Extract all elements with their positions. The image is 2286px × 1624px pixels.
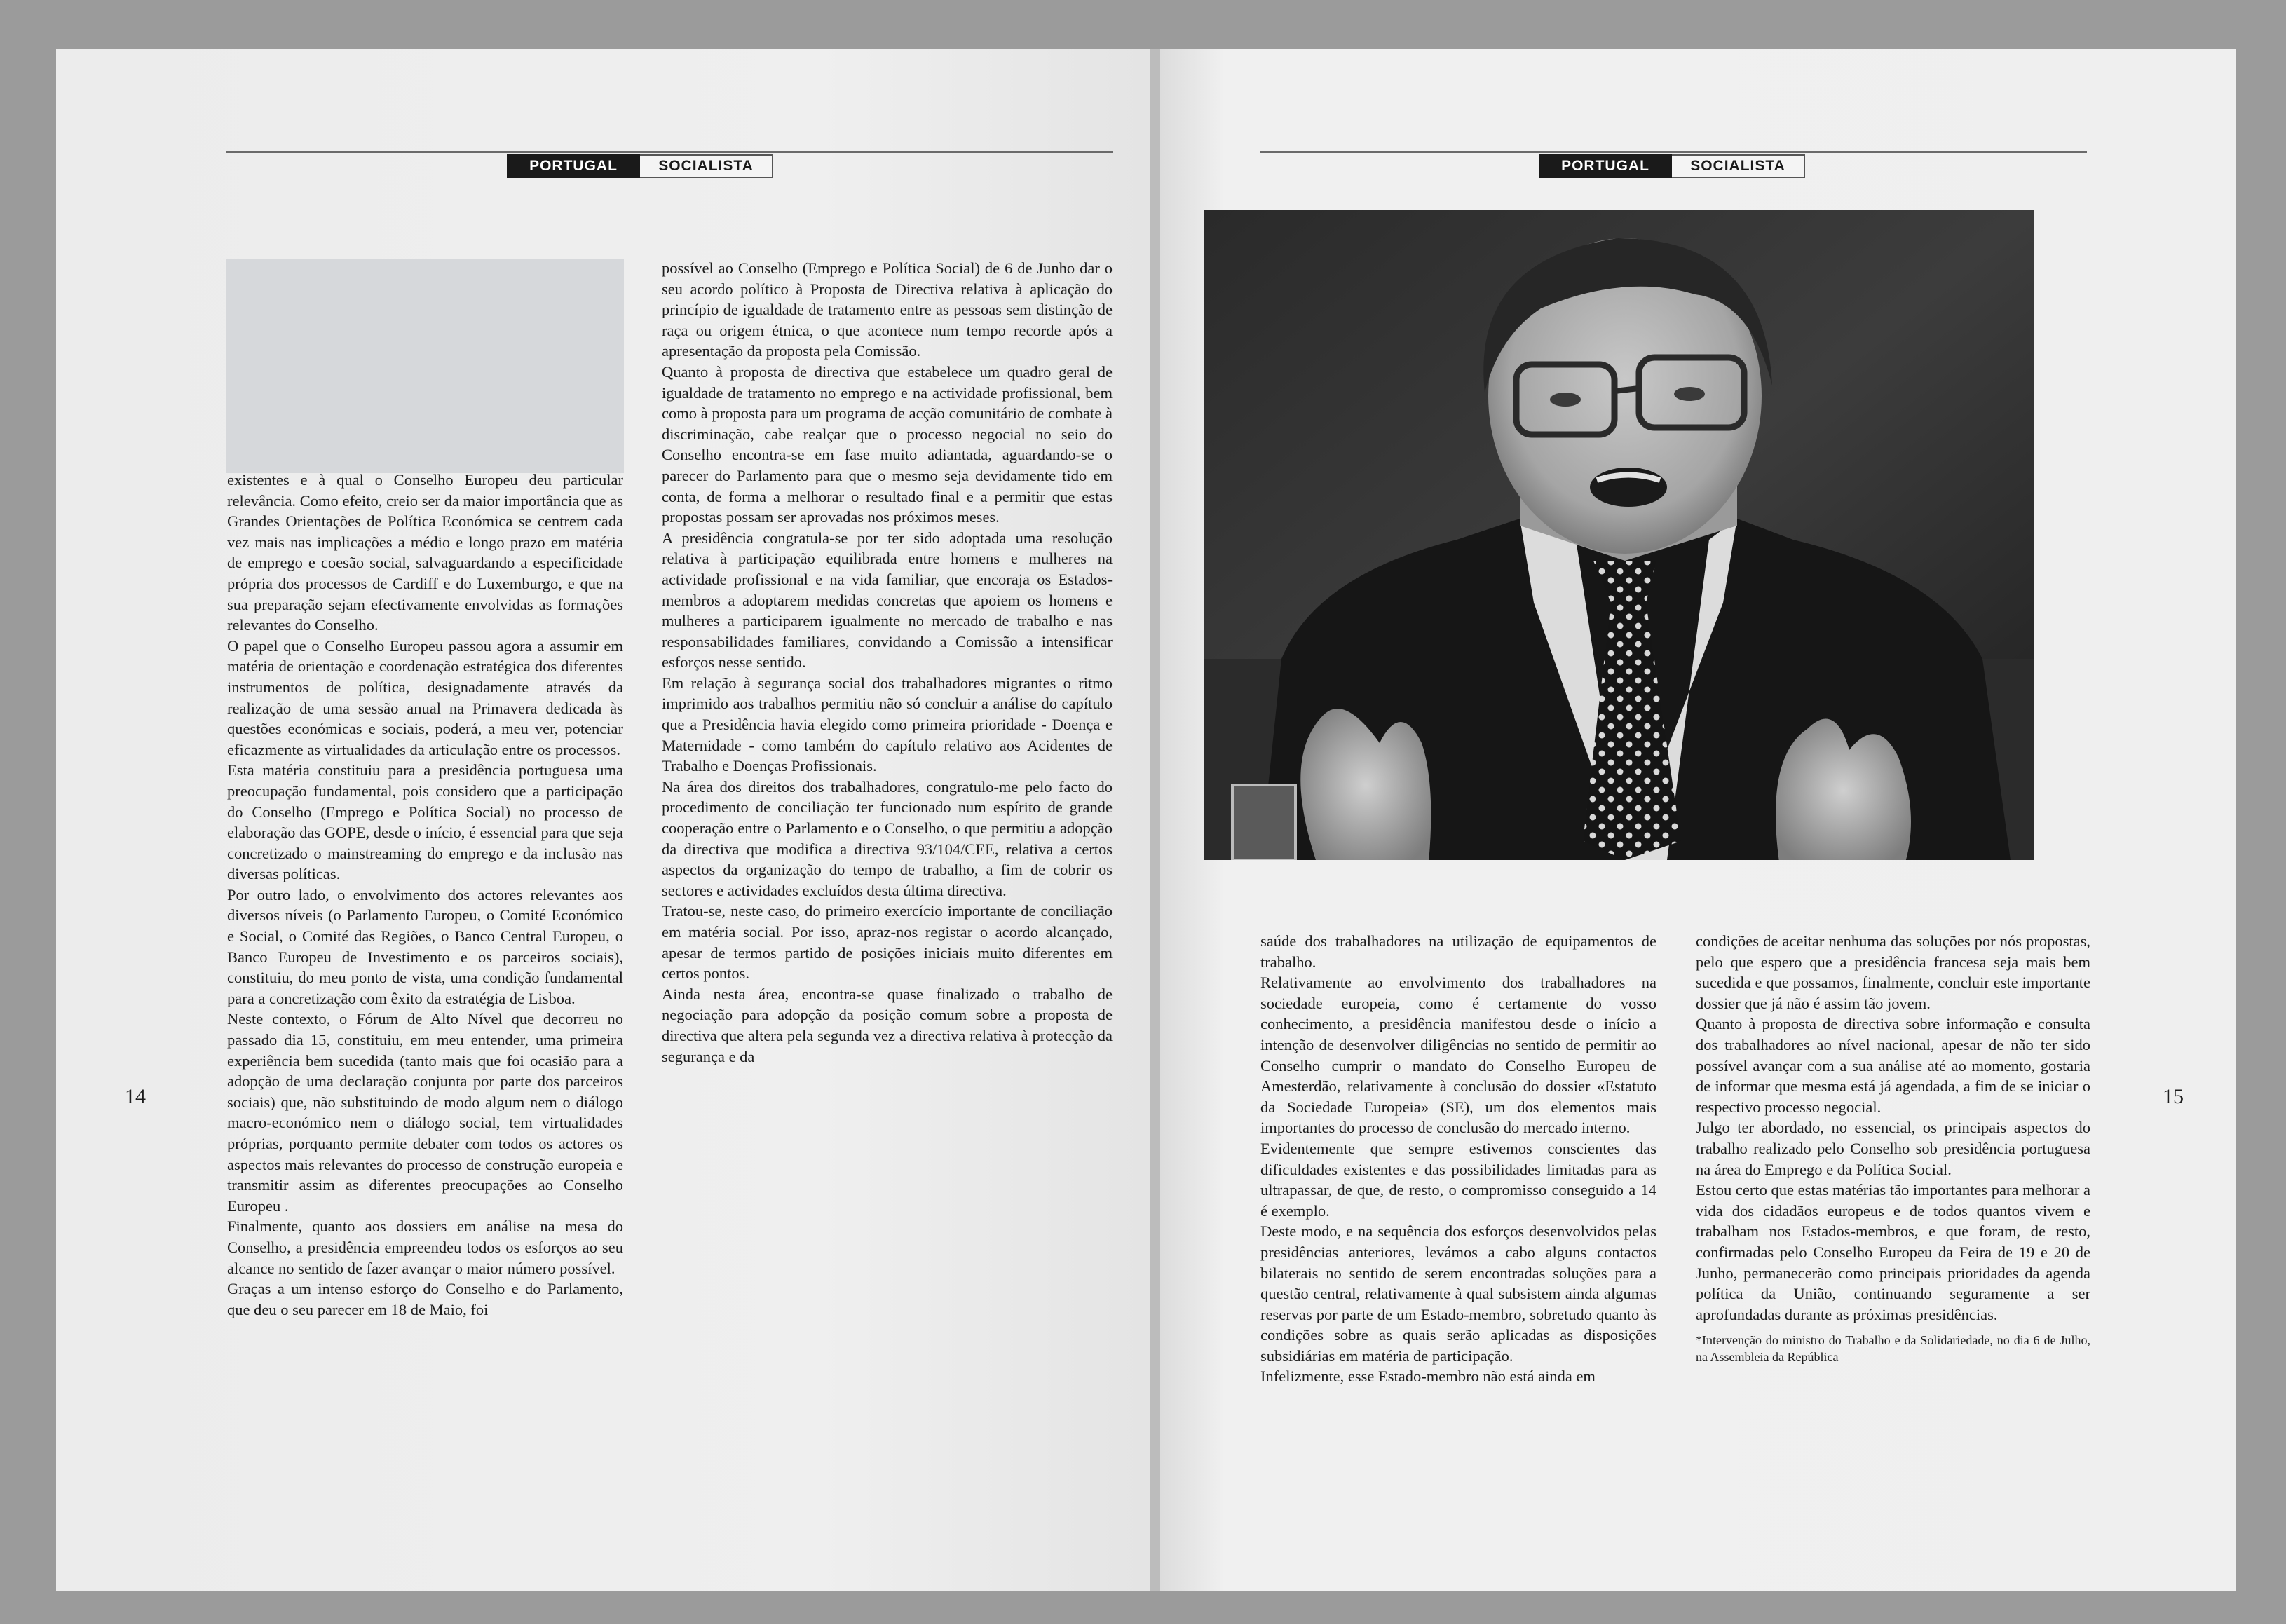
paragraph: Estou certo que estas matérias tão importantes para melhorar a vida dos cidadãos europeus e de todos quantos vivem e trabalham nos Estados-membros, e que foram, de resto, confirmadas pelo Conselho Europeu da Feira de 19 e 20 de Junho, permanecerão como principais prioridades da agenda política da União, continuando seguramente a ser aprofundadas durante as próximas presidências.	[1696, 1181, 2090, 1323]
paragraph: Deste modo, e na sequência dos esforços desenvolvidos pelas presidências anteriores, levámos a cabo alguns contactos bilaterais no sentido de serem encontradas soluções para a questão central, relativamente à qual subsistem ainda algumas reservas por parte de um Estado-membro, sobretudo quanto às condições sobre as quais serão aplicadas as disposições subsidiárias em matéria de participação.	[1260, 1222, 1656, 1365]
page-number-left: 14	[125, 1085, 146, 1108]
paragraph: Na área dos direitos dos trabalhadores, congratulo-me pelo facto do procedimento de conciliação ter funcionado num espírito de grande cooperação entre o Parlamento e o Conselho, o que permitiu a adopção da directiva que modifica a directiva 93/104/CEE, relativa a certos aspectos da organização do tempo de trabalho, a fim de cobrir os sectores e actividades excluídos desta última directiva.	[662, 777, 1113, 899]
paragraph: saúde dos trabalhadores na utilização de equipamentos de trabalho.	[1260, 932, 1656, 971]
paragraph: Tratou-se, neste caso, do primeiro exercício importante de conciliação em matéria social. Por isso, apraz-nos registar o acordo alcançado, apesar de termos partido de posições iniciais muito diferentes em certos pontos.	[662, 902, 1113, 983]
paragraph: Infelizmente, esse Estado-membro não está ainda em	[1260, 1367, 1596, 1386]
paragraph: possível ao Conselho (Emprego e Política Social) de 6 de Junho dar o seu acordo político à Proposta de Directiva relativa à aplicação do princípio de igualdade de tratamento entre as pessoas sem distinção de raça ou origem étnica, o que acontece num tempo recorde após a apresentação da proposta pela Comissão.	[662, 259, 1113, 360]
footnote: *Intervenção do ministro do Trabalho e da Solidariedade, no dia 6 de Julho, na Assembleia da República	[1696, 1333, 2090, 1365]
masthead-socialista: SOCIALISTA	[1672, 154, 1805, 178]
grey-image-placeholder	[226, 259, 624, 473]
paragraph: existentes e à qual o Conselho Europeu deu particular relevância. Como efeito, creio ser da maior importância que as Grandes Orientações de Política Económica se centrem cada vez mais nas implicações a médio e longo prazo em matéria de emprego e coesão social, salvaguardando a especificidade própria dos processos de Cardiff e do Luxemburgo, e que na sua preparação sejam efectivamente envolvidas as formações relevantes do Conselho.	[227, 471, 623, 634]
paragraph: Quanto à proposta de directiva que estabelece um quadro geral de igualdade de tratamento no emprego e na actividade profissional, bem como à proposta para um programa de acção comunitário de combate à discriminação, cabe realçar que o processo negocial no seio do Conselho encontra-se em fase muito adiantada, aguardando-se o parecer do Parlamento para que o mesmo seja devidamente tido em conta, de forma a melhorar o resultado final e a permitir que estas propostas possam ser aprovadas nos próximos meses.	[662, 362, 1113, 526]
water-glass	[1232, 785, 1295, 860]
paragraph: Quanto à proposta de directiva sobre informação e consulta dos trabalhadores ao nível nacional, apesar de não ter sido possível avançar com a sua análise até ao momento, gostaria de informar que mesma está já agendada, a fim de se iniciar o respectivo processo negocial.	[1696, 1015, 2090, 1116]
paragraph: Graças a um intenso esforço do Conselho e do Parlamento, que deu o seu parecer em 18 de Maio, foi	[227, 1280, 623, 1318]
paragraph: Esta matéria constituiu para a presidência portuguesa uma preocupação fundamental, pois considero que a participação do Conselho (Emprego e Política Social) no processo de elaboração das GOPE, desde o início, é essencial para que seja concretizado o mainstreaming do emprego e da inclusão nas diversas políticas.	[227, 761, 623, 883]
masthead	[1539, 154, 1805, 178]
paragraph: O papel que o Conselho Europeu passou agora a assumir em matéria de orientação e coordenação estratégica dos diferentes instrumentos de política, designadamente através da realização de uma sessão anual na Primavera dedicada às questões económicas e sociais, poderá, a meu ver, potenciar eficazmente as virtualidades da articulação entre os processos.	[227, 636, 623, 758]
masthead-portugal: PORTUGAL	[1539, 154, 1672, 178]
page-number-right: 15	[2163, 1085, 2184, 1108]
left-hand	[1300, 709, 1431, 860]
masthead-socialista: SOCIALISTA	[640, 154, 773, 178]
header-rule	[1260, 151, 2087, 153]
paragraph: Finalmente, quanto aos dossiers em análise na mesa do Conselho, a presidência empreendeu todos os esforços ao seu alcance no sentido de fazer avançar o maior número possível.	[227, 1217, 623, 1277]
paragraph: Julgo ter abordado, no essencial, os principais aspectos do trabalho realizado pelo Conselho sob presidência portuguesa na área do Emprego e da Política Social.	[1696, 1119, 2090, 1178]
right-column-2	[1696, 931, 2090, 1365]
paragraph: Por outro lado, o envolvimento dos actores relevantes aos diversos níveis (o Parlamento Europeu, o Comité Económico e Social, o Comité das Regiões, o Banco Central Europeu, o Banco Europeu de Investimento e os parceiros sociais), constituiu, do meu ponto de vista, uma condição fundamental para a concretização com êxito da estratégia de Lisboa.	[227, 885, 623, 1007]
paragraph: Evidentemente que sempre estivemos conscientes das dificuldades existentes e das possibilidades limitadas para as ultrapassar, de que, de resto, o compromisso conseguido a 14 é exemplo.	[1260, 1139, 1656, 1220]
left-page	[56, 49, 1150, 1591]
masthead-portugal: PORTUGAL	[507, 154, 640, 178]
speaker-photo	[1204, 210, 2034, 860]
paragraph: Relativamente ao envolvimento dos trabalhadores na sociedade europeia, como é certamente do vosso conhecimento, a presidência manifestou desde o início a intenção de desenvolver diligências no sentido de permitir ao Conselho cumprir o mandato do Conselho Europeu de Amesterdão, relativamente à conclusão do dossier «Estatuto da Sociedade Europeia» (SE), um dos elementos mais importantes do processo de conclusão do mercado interno.	[1260, 974, 1656, 1137]
paragraph: Ainda nesta área, encontra-se quase finalizado o trabalho de negociação para adopção da posição comum sobre a proposta de directiva que altera pela segunda vez a directiva relativa à protecção da segurança e da	[662, 985, 1113, 1065]
spine-gutter	[1150, 49, 1160, 1591]
left-column-2	[662, 258, 1113, 1067]
paragraph: Neste contexto, o Fórum de Alto Nível que decorreu no passado dia 15, constituiu, em meu entender, uma primeira experiência bem sucedida (tanto mais que foi ocasião para a adopção de uma declaração conjunta por parte dos parceiros sociais) que, não substituindo de modo algum nem o diálogo macro-económico nem o diálogo social, tem virtualidades próprias, porquanto permite debater com todos os actores os aspectos mais relevantes do processo de construção europeia e transmitir assim as diferentes preocupações ao Conselho Europeu .	[227, 1010, 623, 1215]
paragraph: condições de aceitar nenhuma das soluções por nós propostas, pelo que espero que a presidência francesa seja mais bem sucedida e que possamos, finalmente, concluir este importante dossier que já não é assim tão jovem.	[1696, 932, 2090, 1012]
paragraph: Em relação à segurança social dos trabalhadores migrantes o ritmo imprimido aos trabalhos permitiu não só concluir a análise do capítulo que a Presidência havia elegido como primeira prioridade - Doença e Maternidade - como também do capítulo relativo aos Acidentes de Trabalho e Doenças Profissionais.	[662, 674, 1113, 775]
masthead	[507, 154, 773, 178]
paragraph: A presidência congratula-se por ter sido adoptada uma resolução relativa à participação equilibrada entre homens e mulheres na actividade profissional e na vida familiar, que encoraja os Estados-membros a adoptarem medidas concretas que apoiem os homens e mulheres a participarem igualmente no mercado de trabalho e nas responsabilidades familiares, convidando a Comissão a intensificar esforços nesse sentido.	[662, 528, 1113, 671]
header-rule	[226, 151, 1113, 153]
left-column-1	[227, 470, 623, 1320]
right-column-1	[1260, 931, 1656, 1387]
